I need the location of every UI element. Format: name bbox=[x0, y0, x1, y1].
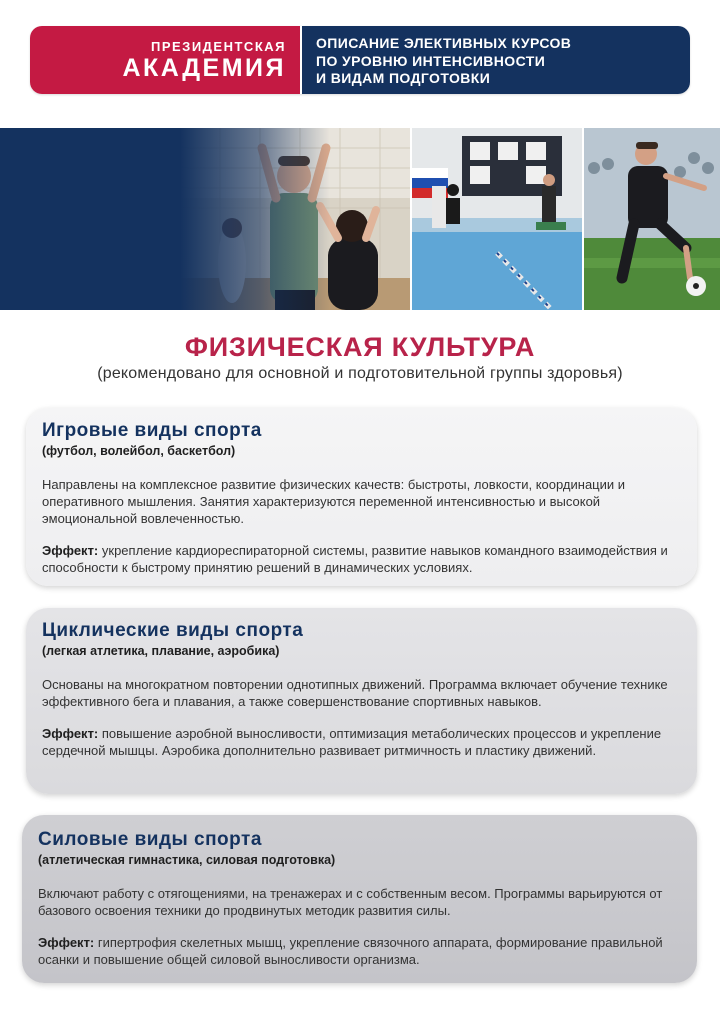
page-subtitle: (рекомендовано для основной и подготовительной группы здоровья) bbox=[97, 365, 623, 382]
header-description bbox=[302, 26, 690, 94]
header-description-line: ПО УРОВНЮ ИНТЕНСИВНОСТИ bbox=[316, 52, 546, 69]
section-description: Основаны на многократном повторении однотипных движений. Программа включает обучение технике эффективного бега и плавания, а также совершенствование спортивных навыков. bbox=[42, 677, 668, 709]
navy-overlay bbox=[0, 128, 720, 310]
section-effect bbox=[38, 934, 681, 968]
effect-text: повышение аэробной выносливости, оптимизация метаболических процессов и укрепление сердечной мышцы. Аэробика дополнительно развивает ритмичность и пластику движений. bbox=[42, 726, 662, 758]
effect-label: Эффект: bbox=[42, 543, 99, 558]
section-card-cyclic bbox=[26, 608, 697, 794]
section-title: Игровые виды спорта bbox=[42, 420, 262, 441]
effect-text: гипертрофия скелетных мышц, укрепление связочного аппарата, формирование правильной осанки и повышение общей силовой выносливости организма. bbox=[38, 935, 663, 967]
brand-logo bbox=[30, 26, 302, 94]
page-title: ФИЗИЧЕСКАЯ КУЛЬТУРА bbox=[184, 332, 536, 362]
section-effect bbox=[42, 542, 681, 576]
section-description: Включают работу с отягощениями, на тренажерах и с собственным весом. Программы варьируются от базового освоения техники до продвинутых методик развития силы. bbox=[38, 886, 663, 918]
section-description: Направлены на комплексное развитие физических качеств: быстроты, ловкости, координации и оперативного мышления. Занятия характеризуются переменной интенсивностью и высокой эмоциональной вовлеченностью. bbox=[42, 477, 626, 526]
header-banner bbox=[30, 26, 690, 94]
header-description-line: И ВИДАМ ПОДГОТОВКИ bbox=[316, 70, 491, 86]
section-effect bbox=[42, 725, 681, 759]
section-subtitle: (футбол, волейбол, баскетбол) bbox=[42, 444, 236, 458]
header-description-line: ОПИСАНИЕ ЭЛЕКТИВНЫХ КУРСОВ bbox=[316, 35, 572, 51]
section-card-strength bbox=[22, 815, 697, 983]
brand-top-text: ПРЕЗИДЕНТСКАЯ bbox=[151, 38, 286, 54]
section-subtitle: (атлетическая гимнастика, силовая подготовка) bbox=[38, 853, 336, 867]
effect-label: Эффект: bbox=[38, 935, 95, 950]
effect-text: укрепление кардиореспираторной системы, развитие навыков командного взаимодействия и способности к быстрому принятию решений в динамических условиях. bbox=[42, 543, 668, 575]
section-title: Циклические виды спорта bbox=[42, 620, 304, 641]
section-subtitle: (легкая атлетика, плавание, аэробика) bbox=[42, 644, 280, 658]
section-title: Силовые виды спорта bbox=[38, 829, 262, 850]
photo-strip bbox=[0, 128, 720, 310]
effect-label: Эффект: bbox=[42, 726, 99, 741]
section-card-games bbox=[26, 408, 697, 586]
brand-main-text: АКАДЕМИЯ bbox=[122, 53, 286, 82]
